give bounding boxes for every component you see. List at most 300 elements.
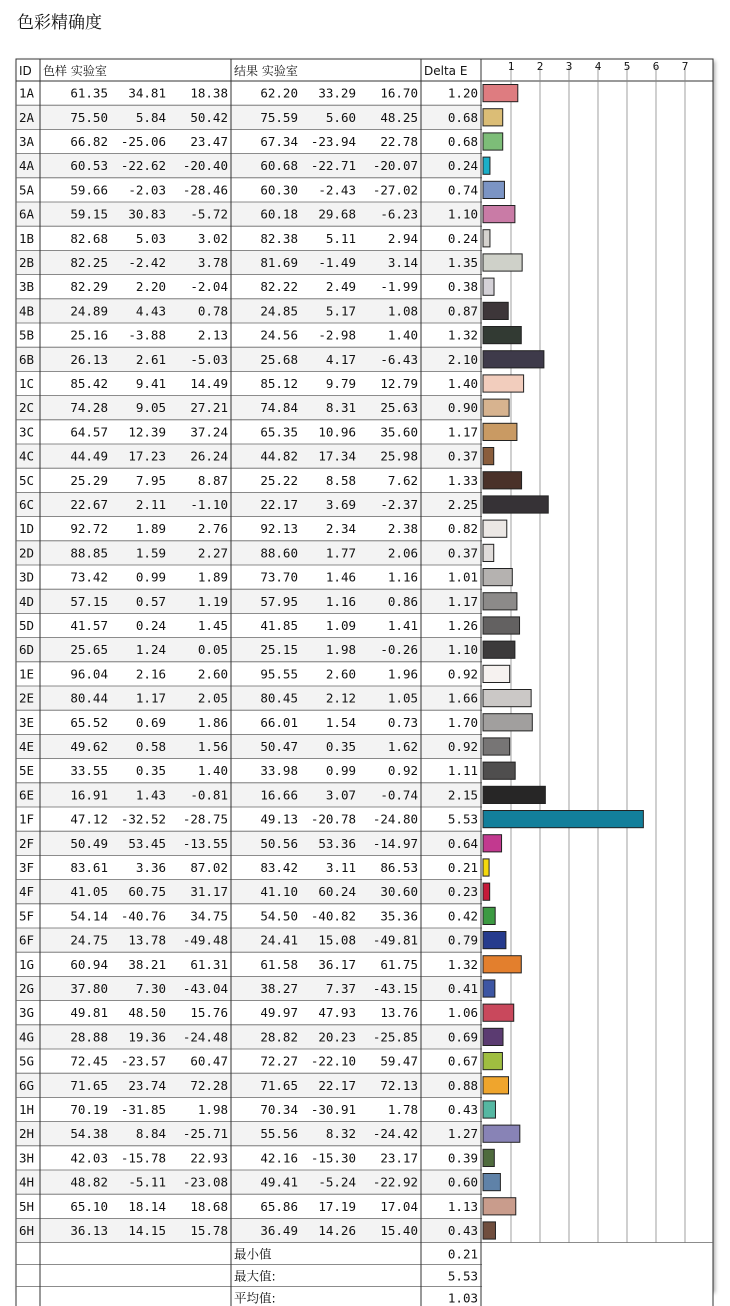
row-id: 2C xyxy=(19,400,35,416)
result-lab-value: 1.78 xyxy=(387,1102,418,1117)
sample-lab-value: 25.29 xyxy=(70,472,108,488)
result-lab-value: 88.60 xyxy=(260,545,298,561)
result-lab-value: -30.91 xyxy=(310,1102,356,1117)
result-lab-value: 3.11 xyxy=(325,860,356,875)
result-lab-value: 71.65 xyxy=(260,1077,298,1093)
sample-lab-value: 92.72 xyxy=(70,521,108,537)
delta-e-bar xyxy=(483,835,502,852)
result-lab-value: 2.06 xyxy=(387,545,418,561)
result-lab-value: -2.37 xyxy=(380,497,418,512)
sample-lab-value: 82.29 xyxy=(70,279,108,295)
delta-e-value: 2.15 xyxy=(447,787,478,803)
delta-e-value: 0.23 xyxy=(447,884,478,900)
result-lab-value: 2.12 xyxy=(325,690,356,706)
result-lab-value: -0.74 xyxy=(380,787,418,803)
sample-lab-value: 50.49 xyxy=(70,835,108,851)
sample-lab-value: 72.45 xyxy=(70,1053,108,1069)
result-lab-value: -23.94 xyxy=(310,134,356,149)
result-lab-value: 8.58 xyxy=(325,472,356,488)
delta-e-bar xyxy=(483,1198,516,1215)
row-id: 5C xyxy=(19,472,35,488)
delta-e-bar xyxy=(483,980,495,997)
row-id: 5H xyxy=(19,1198,35,1214)
row-id: 2A xyxy=(19,109,35,125)
delta-e-bar xyxy=(483,544,494,561)
sample-lab-value: 54.38 xyxy=(70,1126,108,1142)
delta-e-value: 1.27 xyxy=(447,1126,478,1142)
result-lab-value: 60.18 xyxy=(260,206,298,222)
sample-lab-value: -25.06 xyxy=(120,134,166,149)
sample-lab-value: 1.43 xyxy=(135,787,166,803)
delta-e-value: 0.87 xyxy=(447,303,478,319)
result-lab-value: 16.70 xyxy=(380,85,418,101)
result-lab-value: 57.95 xyxy=(260,593,298,609)
sample-lab-value: 1.86 xyxy=(197,714,228,730)
result-lab-value: 61.58 xyxy=(260,956,298,972)
delta-e-value: 0.69 xyxy=(447,1029,478,1045)
delta-e-value: 0.37 xyxy=(447,545,478,561)
row-id: 5B xyxy=(19,327,35,343)
sample-lab-value: 66.82 xyxy=(70,134,108,149)
sample-lab-value: -15.78 xyxy=(120,1150,166,1166)
sample-lab-value: 82.25 xyxy=(70,255,108,270)
sample-lab-value: 96.04 xyxy=(70,666,108,682)
result-lab-value: 49.13 xyxy=(260,811,298,827)
row-id: 3E xyxy=(19,714,35,730)
delta-e-bar xyxy=(483,230,490,247)
sample-lab-value: 83.61 xyxy=(70,860,108,875)
sample-lab-value: 9.41 xyxy=(135,376,166,391)
result-lab-value: 20.23 xyxy=(318,1029,356,1045)
row-id: 1E xyxy=(19,666,35,682)
sample-lab-value: 3.78 xyxy=(197,255,228,270)
sample-lab-value: 54.14 xyxy=(70,908,108,924)
delta-e-value: 0.39 xyxy=(447,1150,478,1166)
result-lab-value: 83.42 xyxy=(260,860,298,875)
sample-lab-value: -40.76 xyxy=(120,908,166,924)
sample-lab-value: 37.24 xyxy=(190,424,228,440)
sample-lab-value: 60.47 xyxy=(190,1053,228,1069)
tick-label: 3 xyxy=(565,60,573,73)
result-lab-value: 72.27 xyxy=(260,1053,298,1069)
result-lab-value: 72.13 xyxy=(380,1077,418,1093)
sample-lab-value: 1.17 xyxy=(135,690,166,706)
result-lab-value: 65.86 xyxy=(260,1198,298,1214)
delta-e-value: 5.53 xyxy=(447,811,478,827)
result-lab-value: 95.55 xyxy=(260,666,298,682)
result-lab-value: 2.49 xyxy=(325,279,356,295)
delta-e-value: 2.10 xyxy=(447,351,478,367)
delta-e-value: 0.79 xyxy=(447,932,478,948)
delta-e-bar xyxy=(483,1149,494,1166)
sample-lab-value: 47.12 xyxy=(70,811,108,827)
tick-label: 4 xyxy=(594,60,602,73)
sample-lab-value: 15.78 xyxy=(190,1223,228,1238)
result-lab-value: 55.56 xyxy=(260,1126,298,1142)
row-id: 3B xyxy=(19,279,35,295)
result-lab-value: 38.27 xyxy=(260,981,298,996)
result-lab-value: 1.62 xyxy=(387,739,418,754)
delta-e-bar xyxy=(483,1125,520,1142)
result-lab-value: -6.23 xyxy=(380,206,418,222)
sample-lab-value: -13.55 xyxy=(182,835,228,851)
result-lab-value: 1.96 xyxy=(387,666,418,682)
sample-lab-value: 2.20 xyxy=(135,279,166,295)
sample-lab-value: 75.50 xyxy=(70,109,108,125)
result-lab-value: -2.98 xyxy=(318,327,356,343)
result-lab-value: 9.79 xyxy=(325,376,356,391)
sample-lab-value: -20.40 xyxy=(182,158,228,174)
result-lab-value: 17.34 xyxy=(318,448,356,464)
result-lab-value: 1.41 xyxy=(387,618,418,633)
row-id: 6E xyxy=(19,787,35,803)
row-id: 1H xyxy=(19,1102,35,1117)
delta-e-value: 0.68 xyxy=(447,109,478,125)
row-id: 1F xyxy=(19,811,35,827)
delta-e-bar xyxy=(483,496,548,513)
result-lab-value: 49.41 xyxy=(260,1174,298,1190)
delta-e-value: 0.64 xyxy=(447,835,478,851)
delta-e-bar xyxy=(483,1101,495,1118)
result-lab-value: 62.20 xyxy=(260,85,298,101)
result-lab-value: 73.70 xyxy=(260,569,298,585)
sample-lab-value: 13.78 xyxy=(128,932,166,948)
sample-lab-value: 50.42 xyxy=(190,109,228,125)
delta-e-bar xyxy=(483,109,503,126)
sample-lab-value: 17.23 xyxy=(128,448,166,464)
delta-e-value: 1.01 xyxy=(447,569,478,585)
sample-lab-value: 41.57 xyxy=(70,618,108,633)
result-lab-value: 30.60 xyxy=(380,884,418,900)
delta-e-value: 2.25 xyxy=(447,497,478,512)
sample-lab-value: 41.05 xyxy=(70,884,108,900)
sample-lab-value: 0.57 xyxy=(135,593,166,609)
sample-lab-value: 2.60 xyxy=(197,666,228,682)
result-lab-value: 0.35 xyxy=(325,739,356,754)
sample-lab-value: -2.04 xyxy=(190,279,228,295)
sample-lab-value: -24.48 xyxy=(182,1029,228,1045)
result-lab-value: -20.07 xyxy=(372,158,418,174)
result-lab-value: 48.25 xyxy=(380,109,418,125)
result-lab-value: 74.84 xyxy=(260,400,298,416)
result-lab-value: 25.22 xyxy=(260,472,298,488)
result-lab-value: 49.97 xyxy=(260,1005,298,1021)
sample-lab-value: -3.88 xyxy=(128,327,166,343)
delta-e-value: 0.60 xyxy=(447,1174,478,1190)
sample-lab-value: 71.65 xyxy=(70,1077,108,1093)
result-lab-value: -22.71 xyxy=(310,158,356,174)
delta-e-value: 1.26 xyxy=(447,618,478,633)
sample-lab-value: 61.31 xyxy=(190,956,228,972)
result-lab-value: 8.32 xyxy=(325,1126,356,1142)
row-id: 4D xyxy=(19,593,35,609)
row-id: 4C xyxy=(19,448,35,464)
sample-lab-value: 0.78 xyxy=(197,303,228,319)
delta-e-bar xyxy=(483,327,521,344)
sample-lab-value: 5.03 xyxy=(135,230,166,246)
delta-e-value: 0.88 xyxy=(447,1077,478,1093)
row-id: 6A xyxy=(19,206,35,222)
result-lab-value: 82.22 xyxy=(260,279,298,295)
sample-lab-value: -25.71 xyxy=(182,1126,228,1142)
result-lab-value: 53.36 xyxy=(318,835,356,851)
result-lab-value: 0.73 xyxy=(387,714,418,730)
sample-lab-value: 31.17 xyxy=(190,884,228,900)
sample-lab-value: 87.02 xyxy=(190,860,228,875)
chart-title: 色彩精确度 xyxy=(17,13,102,33)
sample-lab-value: -49.48 xyxy=(182,932,228,948)
result-lab-value: 67.34 xyxy=(260,134,298,149)
sample-lab-value: 44.49 xyxy=(70,448,108,464)
footer-value: 5.53 xyxy=(447,1268,478,1284)
delta-e-value: 0.82 xyxy=(447,521,478,537)
sample-lab-value: 59.15 xyxy=(70,206,108,222)
result-lab-value: -0.26 xyxy=(380,642,418,658)
row-id: 6F xyxy=(19,932,35,948)
result-lab-value: 36.49 xyxy=(260,1223,298,1238)
row-id: 3H xyxy=(19,1150,35,1166)
result-lab-value: 66.01 xyxy=(260,714,298,730)
sample-lab-value: 42.03 xyxy=(70,1150,108,1166)
header-delta-e: Delta E xyxy=(424,64,468,78)
result-lab-value: 1.40 xyxy=(387,327,418,343)
result-lab-value: 29.68 xyxy=(318,206,356,222)
sample-lab-value: 60.75 xyxy=(128,884,166,900)
sample-lab-value: 37.80 xyxy=(70,981,108,996)
result-lab-value: -22.92 xyxy=(372,1174,418,1190)
delta-e-value: 1.70 xyxy=(447,714,478,730)
result-lab-value: -20.78 xyxy=(310,811,356,827)
result-lab-value: 70.34 xyxy=(260,1102,298,1117)
result-lab-value: 92.13 xyxy=(260,521,298,537)
delta-e-value: 0.68 xyxy=(447,134,478,149)
row-id: 3D xyxy=(19,569,35,585)
delta-e-bar xyxy=(483,617,520,634)
result-lab-value: 1.16 xyxy=(325,593,356,609)
delta-e-bar xyxy=(483,883,490,900)
result-lab-value: 3.69 xyxy=(325,497,356,512)
sample-lab-value: 3.02 xyxy=(197,230,228,246)
delta-e-value: 0.37 xyxy=(447,448,478,464)
result-lab-value: -6.43 xyxy=(380,351,418,367)
delta-e-value: 1.17 xyxy=(447,424,478,440)
result-lab-value: 25.68 xyxy=(260,351,298,367)
row-id: 1A xyxy=(19,85,35,101)
result-lab-value: -5.24 xyxy=(318,1174,356,1190)
sample-lab-value: -23.08 xyxy=(182,1174,228,1190)
sample-lab-value: 88.85 xyxy=(70,545,108,561)
tick-label: 6 xyxy=(652,60,660,73)
sample-lab-value: 18.14 xyxy=(128,1198,166,1214)
sample-lab-value: 70.19 xyxy=(70,1102,108,1117)
result-lab-value: 47.93 xyxy=(318,1005,356,1021)
sample-lab-value: 14.15 xyxy=(128,1223,166,1238)
delta-e-bar xyxy=(483,1077,509,1094)
sample-lab-value: -5.11 xyxy=(128,1174,166,1190)
result-lab-value: 54.50 xyxy=(260,908,298,924)
result-lab-value: 50.47 xyxy=(260,739,298,754)
delta-e-bar xyxy=(483,157,490,174)
delta-e-value: 0.74 xyxy=(447,182,478,198)
sample-lab-value: 19.36 xyxy=(128,1029,166,1045)
result-lab-value: 75.59 xyxy=(260,109,298,125)
sample-lab-value: 1.59 xyxy=(135,545,166,561)
sample-lab-value: 73.42 xyxy=(70,569,108,585)
result-lab-value: 0.86 xyxy=(387,593,418,609)
sample-lab-value: -5.72 xyxy=(190,206,228,222)
delta-e-bar xyxy=(483,907,495,924)
delta-e-bar xyxy=(483,665,510,682)
header-sample: 色样 实验室 xyxy=(43,64,107,78)
row-id: 3F xyxy=(19,860,35,875)
delta-e-value: 0.41 xyxy=(447,981,478,996)
delta-e-value: 1.66 xyxy=(447,690,478,706)
sample-lab-value: 36.13 xyxy=(70,1223,108,1238)
tick-label: 5 xyxy=(623,60,631,73)
row-id: 4H xyxy=(19,1174,35,1190)
row-id: 2H xyxy=(19,1126,35,1142)
tick-label: 2 xyxy=(536,60,544,73)
delta-e-bar xyxy=(483,641,515,658)
result-lab-value: 35.60 xyxy=(380,424,418,440)
sample-lab-value: -2.42 xyxy=(128,255,166,270)
delta-e-bar xyxy=(483,714,532,731)
result-lab-value: 2.60 xyxy=(325,666,356,682)
sample-lab-value: 2.11 xyxy=(135,497,166,512)
row-id: 3C xyxy=(19,424,35,440)
result-lab-value: -1.99 xyxy=(380,279,418,295)
sample-lab-value: -43.04 xyxy=(182,981,228,996)
row-id: 1B xyxy=(19,230,35,246)
delta-e-value: 1.33 xyxy=(447,472,478,488)
result-lab-value: 86.53 xyxy=(380,860,418,875)
result-lab-value: 25.98 xyxy=(380,448,418,464)
result-lab-value: 5.11 xyxy=(325,230,356,246)
sample-lab-value: 2.13 xyxy=(197,327,228,343)
sample-lab-value: 22.67 xyxy=(70,497,108,512)
sample-lab-value: 2.16 xyxy=(135,666,166,682)
row-id: 2E xyxy=(19,690,35,706)
result-lab-value: -25.85 xyxy=(372,1029,418,1045)
sample-lab-value: 1.19 xyxy=(197,593,228,609)
result-lab-value: -40.82 xyxy=(310,908,356,924)
delta-e-value: 1.40 xyxy=(447,376,478,391)
sample-lab-value: 64.57 xyxy=(70,424,108,440)
sample-lab-value: 1.98 xyxy=(197,1102,228,1117)
row-id: 1G xyxy=(19,956,35,972)
tick-label: 7 xyxy=(681,60,689,73)
delta-e-value: 0.43 xyxy=(447,1102,478,1117)
row-id: 6G xyxy=(19,1077,35,1093)
result-lab-value: 7.37 xyxy=(325,981,356,996)
row-id: 5G xyxy=(19,1053,35,1069)
result-lab-value: -49.81 xyxy=(372,932,418,948)
sample-lab-value: 2.05 xyxy=(197,690,228,706)
result-lab-value: 4.17 xyxy=(325,351,356,367)
result-lab-value: 1.46 xyxy=(325,569,356,585)
delta-e-bar xyxy=(483,302,508,319)
sample-lab-value: -5.03 xyxy=(190,351,228,367)
delta-e-value: 0.21 xyxy=(447,860,478,875)
result-lab-value: 13.76 xyxy=(380,1005,418,1021)
result-lab-value: 8.31 xyxy=(325,400,356,416)
sample-lab-value: 25.16 xyxy=(70,327,108,343)
result-lab-value: 1.09 xyxy=(325,618,356,633)
row-id: 6C xyxy=(19,497,35,512)
sample-lab-value: 53.45 xyxy=(128,835,166,851)
result-lab-value: 81.69 xyxy=(260,255,298,270)
row-id: 4F xyxy=(19,884,35,900)
table-border xyxy=(16,59,713,1306)
result-lab-value: -14.97 xyxy=(372,835,418,851)
row-id: 1D xyxy=(19,521,35,537)
footer-label: 最小值 xyxy=(234,1246,272,1262)
sample-lab-value: 0.35 xyxy=(135,763,166,779)
sample-lab-value: -28.75 xyxy=(182,811,228,827)
row-id: 5E xyxy=(19,763,35,779)
sample-lab-value: 16.91 xyxy=(70,787,108,803)
header-result: 结果 实验室 xyxy=(234,64,298,78)
sample-lab-value: 1.89 xyxy=(135,521,166,537)
delta-e-bar xyxy=(483,738,510,755)
sample-lab-value: 12.39 xyxy=(128,424,166,440)
delta-e-bar xyxy=(483,932,506,949)
sample-lab-value: 9.05 xyxy=(135,400,166,416)
delta-e-value: 1.35 xyxy=(447,255,478,270)
sample-lab-value: 61.35 xyxy=(70,85,108,101)
delta-e-bar xyxy=(483,520,507,537)
sample-lab-value: 5.84 xyxy=(135,109,166,125)
result-lab-value: 1.05 xyxy=(387,690,418,706)
sample-lab-value: 0.58 xyxy=(135,739,166,754)
delta-e-bar xyxy=(483,569,512,586)
tick-label: 1 xyxy=(507,60,515,73)
row-id: 5D xyxy=(19,618,35,633)
result-lab-value: 22.17 xyxy=(260,497,298,512)
delta-e-bar xyxy=(483,1053,502,1070)
sample-lab-value: -28.46 xyxy=(182,182,228,198)
footer-value: 0.21 xyxy=(447,1246,478,1262)
result-lab-value: 7.62 xyxy=(387,472,418,488)
sample-lab-value: 23.47 xyxy=(190,134,228,149)
delta-e-bar xyxy=(483,181,504,198)
sample-lab-value: 1.40 xyxy=(197,763,228,779)
sample-lab-value: -22.62 xyxy=(120,158,166,174)
sample-lab-value: 26.13 xyxy=(70,351,108,367)
footer-value: 1.03 xyxy=(447,1290,478,1306)
result-lab-value: 5.60 xyxy=(325,109,356,125)
result-lab-value: 24.85 xyxy=(260,303,298,319)
delta-e-value: 1.20 xyxy=(447,85,478,101)
sample-lab-value: 18.38 xyxy=(190,85,228,101)
delta-e-value: 1.32 xyxy=(447,327,478,343)
result-lab-value: 2.38 xyxy=(387,521,418,537)
result-lab-value: 0.92 xyxy=(387,763,418,779)
footer-label: 最大值: xyxy=(234,1268,276,1284)
result-lab-value: 17.19 xyxy=(318,1198,356,1214)
result-lab-value: -24.42 xyxy=(372,1126,418,1142)
row-id: 4E xyxy=(19,739,35,754)
footer-label: 平均值: xyxy=(234,1290,276,1306)
sample-lab-value: 4.43 xyxy=(135,303,166,319)
result-lab-value: 59.47 xyxy=(380,1053,418,1069)
result-lab-value: 35.36 xyxy=(380,908,418,924)
result-lab-value: 0.99 xyxy=(325,763,356,779)
result-lab-value: 2.94 xyxy=(387,230,418,246)
sample-lab-value: 7.30 xyxy=(135,981,166,996)
sample-lab-value: 82.68 xyxy=(70,230,108,246)
result-lab-value: 28.82 xyxy=(260,1029,298,1045)
